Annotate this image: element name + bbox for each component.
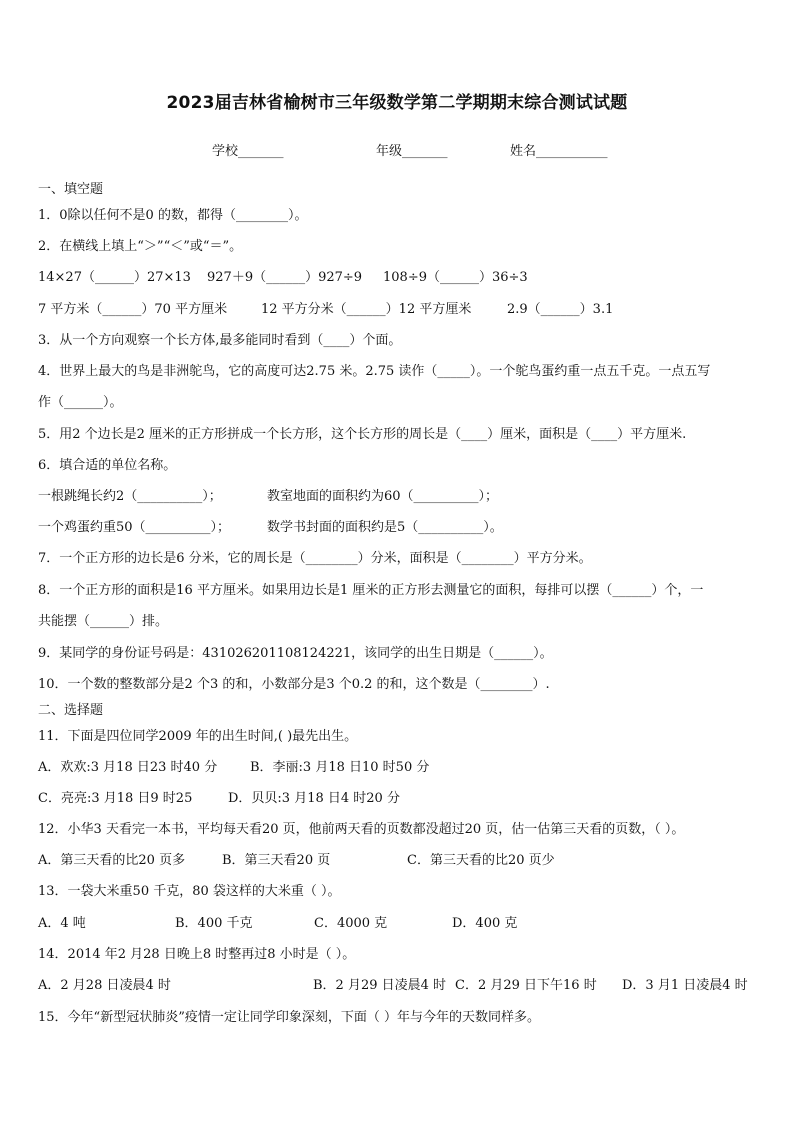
question-12: 12．小华3 天看完一本书，平均每天看20 页，他前两天看的页数都没超过20 页，估一估第三天看的页数，（ ）。 <box>38 822 685 837</box>
q11-option-d: D．贝贝:3 月18 日4 时20 分 <box>228 791 400 806</box>
section-heading-fill-blank: 一、填空题 <box>38 182 104 197</box>
question-6: 6．填合适的单位名称。 <box>38 458 177 473</box>
q2-item: 108÷9（______）36÷3 <box>383 270 528 285</box>
section-heading-choice: 二、选择题 <box>38 703 104 718</box>
q13-option-d: D．400 克 <box>452 916 518 931</box>
question-8: 8．一个正方形的面积是16 平方厘米。如果用边长是1 厘米的正方形去测量它的面积，每排可以摆（______）个，一 <box>38 583 704 598</box>
q6-item: 教室地面的面积约为60（__________）； <box>267 489 499 504</box>
q14-option-d: D．3 月1 日凌晨4 时 <box>622 978 748 993</box>
grade-field: 年级_______ <box>376 144 448 159</box>
q14-option-b: B．2 月29 日凌晨4 时 <box>313 978 447 993</box>
q12-option-a: A．第三天看的比20 页多 <box>38 853 186 868</box>
question-4-cont: 作（______）。 <box>38 395 123 410</box>
question-7: 7．一个正方形的边长是6 分米，它的周长是（________）分米，面积是（________）平方分米。 <box>38 551 592 566</box>
q2-item: 7 平方米（______）70 平方厘米 <box>38 302 228 317</box>
question-9: 9．某同学的身份证号码是：431026201108124221，该同学的出生日期是（______）。 <box>38 646 553 661</box>
school-field: 学校_______ <box>212 144 284 159</box>
q2-item: 927＋9（______）927÷9 <box>207 270 363 285</box>
q6-item: 一根跳绳长约2（__________）； <box>38 489 222 504</box>
q13-option-b: B．400 千克 <box>175 916 253 931</box>
q11-option-c: C．亮亮:3 月18 日9 时25 <box>38 791 193 806</box>
q13-option-c: C．4000 克 <box>314 916 388 931</box>
question-2: 2．在横线上填上“＞”“＜”或“＝”。 <box>38 239 243 254</box>
question-3: 3．从一个方向观察一个长方体,最多能同时看到（____）个面。 <box>38 333 402 348</box>
q14-option-a: A．2 月28 日凌晨4 时 <box>38 978 171 993</box>
q2-item: 14×27（______）27×13 <box>38 270 191 285</box>
page-title: 2023届吉林省榆树市三年级数学第二学期期末综合测试试题 <box>166 93 628 113</box>
q11-option-a: A．欢欢:3 月18 日23 时40 分 <box>38 760 218 775</box>
question-14: 14．2014 年2 月28 日晚上8 时整再过8 小时是（ ）。 <box>38 947 356 962</box>
question-4: 4．世界上最大的鸟是非洲鸵鸟，它的高度可达2.75 米。2.75 读作（_____）。一个鸵鸟蛋约重一点五千克。一点五写 <box>38 364 711 379</box>
q13-option-a: A．4 吨 <box>38 916 86 931</box>
question-1: 1．0除以任何不是0 的数，都得（________）。 <box>38 208 308 223</box>
q12-option-c: C．第三天看的比20 页少 <box>407 853 555 868</box>
question-10: 10．一个数的整数部分是2 个3 的和，小数部分是3 个0.2 的和，这个数是（________）. <box>38 677 550 692</box>
q6-item: 一个鸡蛋约重50（__________）； <box>38 520 231 535</box>
q14-option-c: C．2 月29 日下午16 时 <box>455 978 597 993</box>
q12-option-b: B．第三天看20 页 <box>222 853 331 868</box>
q2-item: 12 平方分米（______）12 平方厘米 <box>261 302 472 317</box>
name-field: 姓名___________ <box>510 144 608 159</box>
q6-item: 数学书封面的面积约是5（__________）。 <box>267 520 503 535</box>
q2-item: 2.9（______）3.1 <box>507 302 614 317</box>
question-5: 5．用2 个边长是2 厘米的正方形拼成一个长方形，这个长方形的周长是（____）厘米，面积是（____）平方厘米. <box>38 427 687 442</box>
question-13: 13．一袋大米重50 千克，80 袋这样的大米重（ ）。 <box>38 884 341 899</box>
question-15: 15．今年“新型冠状肺炎”疫情一定让同学印象深刻，下面（ ）年与今年的天数同样多。 <box>38 1010 540 1025</box>
question-8-cont: 共能摆（______）排。 <box>38 614 169 629</box>
question-11: 11．下面是四位同学2009 年的出生时间,( )最先出生。 <box>38 729 358 744</box>
q11-option-b: B．李丽:3 月18 日10 时50 分 <box>250 760 430 775</box>
